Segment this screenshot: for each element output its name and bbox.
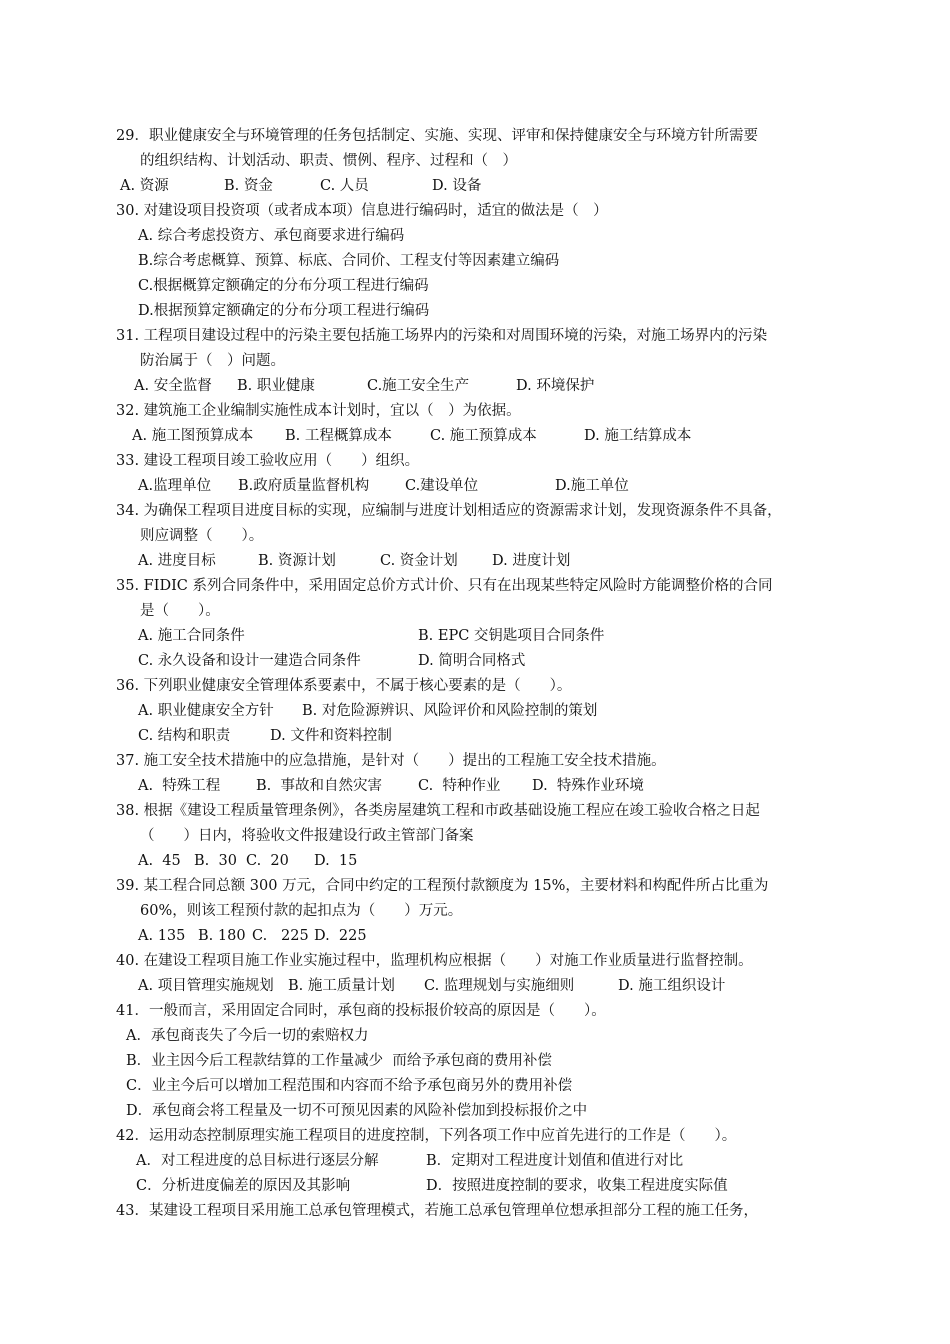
- question-30-option-b: B.综合考虑概算、预算、标底、合同价、工程支付等因素建立编码: [138, 253, 560, 269]
- question-40-stem: 40. 在建设工程项目施工作业实施过程中，监理机构应根据（ ）对施工作业质量进行监督控制。: [116, 953, 753, 969]
- question-39-stem-line-2: 60%，则该工程预付款的起扣点为（ ）万元。: [140, 903, 463, 919]
- question-29-stem-line-2: 的组织结构、计划活动、职责、惯例、程序、过程和（ ）: [140, 153, 517, 169]
- question-35-option-b: B. EPC 交钥匙项目合同条件: [418, 628, 605, 644]
- question-31-option-a: A. 安全监督: [134, 378, 212, 394]
- question-38-option-b: B. 30: [194, 853, 237, 869]
- question-36-option-d: D. 文件和资料控制: [270, 728, 392, 744]
- question-32-option-c: C. 施工预算成本: [430, 428, 537, 444]
- question-33-option-c: C.建设单位: [405, 478, 479, 494]
- question-35-option-c: C. 永久设备和设计一建造合同条件: [138, 653, 361, 669]
- question-33-option-b: B.政府质量监督机构: [238, 478, 370, 494]
- question-37-option-b: B. 事故和自然灾害: [256, 778, 382, 794]
- question-39-option-c: C. 225: [252, 928, 309, 944]
- question-38-option-a: A. 45: [138, 853, 181, 869]
- question-42-option-d: D．按照进度控制的要求，收集工程进度实际值: [426, 1178, 728, 1194]
- question-34-option-b: B. 资源计划: [258, 553, 336, 569]
- question-41-stem: 41．一般而言，采用固定合同时，承包商的投标报价较高的原因是（ ）。: [116, 1003, 606, 1019]
- question-42-option-a: A．对工程进度的总目标进行逐层分解: [136, 1153, 379, 1169]
- question-34-option-a: A. 进度目标: [138, 553, 216, 569]
- question-30-stem: 30. 对建设项目投资项（或者成本项）信息进行编码时，适宜的做法是（ ）: [116, 203, 608, 219]
- question-29-stem-line-1: 29．职业健康安全与环境管理的任务包括制定、实施、实现、评审和保持健康安全与环境方针所需要: [116, 128, 758, 144]
- question-36-option-a: A. 职业健康安全方针: [138, 703, 274, 719]
- question-39-stem-line-1: 39. 某工程合同总额 300 万元，合同中约定的工程预付款额度为 15%，主要材料和构配件所占比重为: [116, 878, 769, 894]
- question-38-option-d: D. 15: [314, 853, 358, 869]
- question-31-option-b: B. 职业健康: [237, 378, 315, 394]
- question-41-option-c: C．业主今后可以增加工程范围和内容而不给予承包商另外的费用补偿: [126, 1078, 573, 1094]
- question-41-option-d: D．承包商会将工程量及一切不可预见因素的风险补偿加到投标报价之中: [126, 1103, 588, 1119]
- question-40-option-c: C. 监理规划与实施细则: [424, 978, 575, 994]
- question-39-option-a: A. 135: [138, 928, 186, 944]
- question-33-option-d: D.施工单位: [555, 478, 629, 494]
- question-32-option-a: A. 施工图预算成本: [132, 428, 254, 444]
- question-31-option-d: D. 环境保护: [516, 378, 595, 394]
- question-31-option-c: C.施工安全生产: [367, 378, 470, 394]
- question-29-option-a: A. 资源: [120, 178, 169, 194]
- question-42-option-b: B．定期对工程进度计划值和值进行对比: [426, 1153, 684, 1169]
- question-40-option-a: A. 项目管理实施规划: [138, 978, 274, 994]
- question-40-option-d: D. 施工组织设计: [618, 978, 726, 994]
- question-30-option-c: C.根据概算定额确定的分布分项工程进行编码: [138, 278, 429, 294]
- question-29-option-c: C. 人员: [320, 178, 369, 194]
- question-41-option-a: A．承包商丧失了今后一切的索赔权力: [126, 1028, 369, 1044]
- question-29-option-b: B. 资金: [224, 178, 273, 194]
- question-29-option-d: D. 设备: [432, 178, 482, 194]
- question-32-option-d: D. 施工结算成本: [584, 428, 692, 444]
- question-36-option-c: C. 结构和职责: [138, 728, 231, 744]
- question-33-option-a: A.监理单位: [138, 478, 212, 494]
- question-38-stem-line-2: （ ）日内，将验收文件报建设行政主管部门备案: [140, 828, 474, 844]
- question-32-option-b: B. 工程概算成本: [285, 428, 392, 444]
- question-39-option-d: D. 225: [314, 928, 367, 944]
- question-34-option-d: D. 进度计划: [492, 553, 571, 569]
- question-43-stem: 43．某建设工程项目采用施工总承包管理模式，若施工总承包管理单位想承担部分工程的施工任务，: [116, 1203, 758, 1219]
- question-37-option-a: A. 特殊工程: [138, 778, 221, 794]
- question-42-stem: 42．运用动态控制原理实施工程项目的进度控制，下列各项工作中应首先进行的工作是（ ）。: [116, 1128, 737, 1144]
- question-30-option-d: D.根据预算定额确定的分布分项工程进行编码: [138, 303, 430, 319]
- question-40-option-b: B. 施工质量计划: [288, 978, 395, 994]
- question-36-option-b: B. 对危险源辨识、风险评价和风险控制的策划: [302, 703, 598, 719]
- question-38-option-c: C. 20: [246, 853, 289, 869]
- question-42-option-c: C．分析进度偏差的原因及其影响: [136, 1178, 351, 1194]
- question-39-option-b: B. 180: [198, 928, 246, 944]
- question-31-stem-line-1: 31. 工程项目建设过程中的污染主要包括施工场界内的污染和对周围环境的污染，对施工场界内的污染: [116, 328, 768, 344]
- question-32-stem: 32. 建筑施工企业编制实施性成本计划时，宜以（ ）为依据。: [116, 403, 521, 419]
- question-41-option-b: B．业主因今后工程款结算的工作量减少 而给予承包商的费用补偿: [126, 1053, 552, 1069]
- question-37-stem: 37. 施工安全技术措施中的应急措施，是针对（ ）提出的工程施工安全技术措施。: [116, 753, 666, 769]
- question-34-stem-line-1: 34. 为确保工程项目进度目标的实现，应编制与进度计划相适应的资源需求计划，发现资源条件不具备，: [116, 503, 782, 519]
- question-37-option-d: D. 特殊作业环境: [532, 778, 644, 794]
- question-30-option-a: A. 综合考虑投资方、承包商要求进行编码: [138, 228, 405, 244]
- question-31-stem-line-2: 防治属于（ ）问题。: [140, 353, 285, 369]
- question-35-option-d: D. 简明合同格式: [418, 653, 526, 669]
- question-35-stem-line-1: 35. FIDIC 系列合同条件中，采用固定总价方式计价、只有在出现某些特定风险时方能调整价格的合同: [116, 578, 773, 594]
- question-33-stem: 33. 建设工程项目竣工验收应用（ ）组织。: [116, 453, 420, 469]
- question-35-option-a: A. 施工合同条件: [138, 628, 245, 644]
- question-38-stem-line-1: 38. 根据《建设工程质量管理条例》，各类房屋建筑工程和市政基础设施工程应在竣工验收合格之日起: [116, 803, 760, 819]
- question-36-stem: 36. 下列职业健康安全管理体系要素中，不属于核心要素的是（ ）。: [116, 678, 572, 694]
- question-37-option-c: C. 特种作业: [418, 778, 501, 794]
- question-34-stem-line-2: 则应调整（ ）。: [140, 528, 264, 544]
- question-35-stem-line-2: 是（ ）。: [140, 603, 220, 619]
- question-34-option-c: C. 资金计划: [380, 553, 458, 569]
